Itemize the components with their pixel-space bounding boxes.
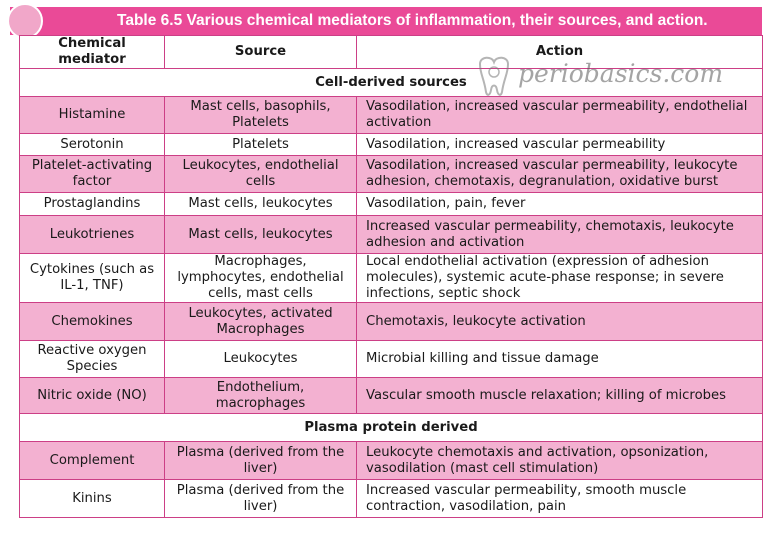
source-cell: Plasma (derived from the liver) [165,480,357,518]
source-cell: Leukocytes, endothelial cells [165,156,357,193]
table-row [20,216,763,254]
section-header-row [20,414,763,442]
column-header-source: Source [165,36,357,69]
title-circle-decoration [7,3,43,39]
source-cell: Macrophages, lymphocytes, endothelial cells, mast cells [165,254,357,303]
mediator-cell: Serotonin [20,134,165,156]
source-cell: Platelets [165,134,357,156]
table-row [20,134,763,156]
action-cell: Increased vascular permeability, chemotaxis, leukocyte adhesion and activation [357,216,763,254]
mediator-cell: Nitric oxide (NO) [20,378,165,414]
table-row [20,303,763,341]
mediator-cell: Prostaglandins [20,193,165,216]
action-cell: Leukocyte chemotaxis and activation, opsonization, vasodilation (mast cell stimulation) [357,442,763,480]
mediator-cell: Kinins [20,480,165,518]
source-cell: Leukocytes, activated Macrophages [165,303,357,341]
action-cell: Vasodilation, increased vascular permeability [357,134,763,156]
mediator-cell: Histamine [20,97,165,134]
header-row [20,36,763,69]
table-row [20,97,763,134]
table-row [20,193,763,216]
section-header-row [20,69,763,97]
action-cell: Microbial killing and tissue damage [357,341,763,378]
section-label: Plasma protein derived [20,414,763,442]
source-cell: Mast cells, basophils, Platelets [165,97,357,134]
source-cell: Leukocytes [165,341,357,378]
action-cell: Vascular smooth muscle relaxation; killing of microbes [357,378,763,414]
table-row [20,442,763,480]
action-cell: Chemotaxis, leukocyte activation [357,303,763,341]
section-label: Cell-derived sources [20,69,763,97]
mediator-cell: Chemokines [20,303,165,341]
action-cell: Vasodilation, increased vascular permeability, leukocyte adhesion, chemotaxis, degranulation, oxidative burst [357,156,763,193]
column-header-action: Action [357,36,763,69]
table-title: Table 6.5 Various chemical mediators of inflammation, their sources, and action. [117,12,708,29]
action-cell: Increased vascular permeability, smooth muscle contraction, vasodilation, pain [357,480,763,518]
action-cell: Vasodilation, increased vascular permeability, endothelial activation [357,97,763,134]
column-header-mediator: Chemical mediator [20,36,165,69]
source-cell: Endothelium, macrophages [165,378,357,414]
table-row [20,378,763,414]
mediators-table [19,35,763,518]
source-cell: Mast cells, leukocytes [165,193,357,216]
action-cell: Local endothelial activation (expression of adhesion molecules), systemic acute-phase response; in severe infections, septic shock [357,254,763,303]
table-row [20,254,763,303]
mediator-cell: Cytokines (such as IL-1, TNF) [20,254,165,303]
mediator-cell: Platelet-activating factor [20,156,165,193]
table-row [20,480,763,518]
source-cell: Plasma (derived from the liver) [165,442,357,480]
watermark-text: periobasics.com [518,59,724,88]
mediators-table-container [19,35,762,518]
action-cell: Vasodilation, pain, fever [357,193,763,216]
mediator-cell: Complement [20,442,165,480]
table-row [20,156,763,193]
table-body [20,69,763,518]
mediator-cell: Reactive oxygen Species [20,341,165,378]
table-row [20,341,763,378]
source-cell: Mast cells, leukocytes [165,216,357,254]
mediator-cell: Leukotrienes [20,216,165,254]
